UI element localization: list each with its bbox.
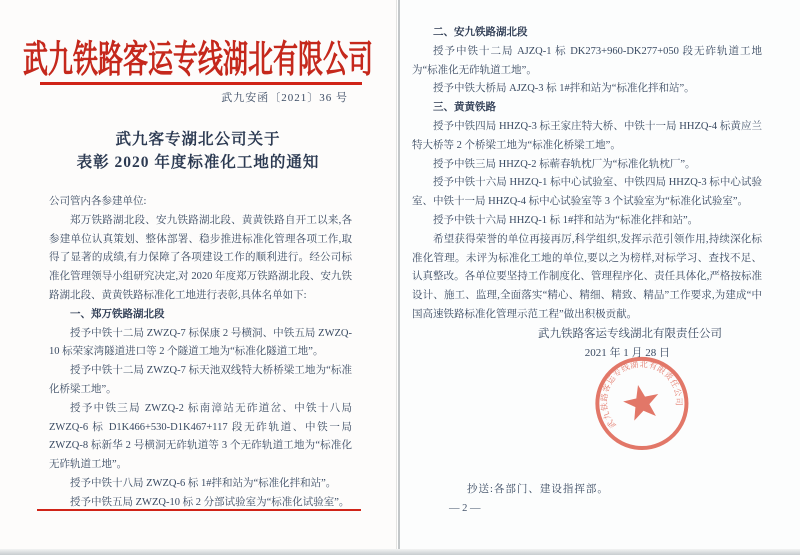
section1-heading: 一、郑万铁路湖北段 <box>70 308 165 320</box>
award-paragraph: 授予中铁三局 HHZQ-2 标蕲春轨枕厂为“标准化轨枕厂”。 <box>433 158 696 170</box>
page2-body <box>412 24 762 362</box>
award-paragraph: 授予中铁三局 ZWZQ-2 标南漳站无砟道岔、中铁十八局 ZWZQ-6 标 D1K466+530-D1K467+117 段无砟轨道、中铁一局 ZWZQ-8 标新华 2 号横洞无砟轨道等 3 个无砟轨道工地为“标准化无砟轨道工地”。 <box>49 402 352 471</box>
scanner-bottom-edge <box>0 549 800 555</box>
document-page-2 <box>400 0 800 555</box>
closing-paragraph: 希望获得荣誉的单位再接再厉,科学组织,发挥示范引领作用,持续深化标准化管理。未评为标准化工地的单位,要以之为榜样,对标学习、查找不足、认真整改。各单位要坚持工作制度化、管理程序化、责任具体化,严格按标准设计、施工、监理,全面落实“精心、精细、精致、精品”工作要求,为建成“中国高速铁路标准化管理示范工程”做出积极贡献。 <box>412 233 762 320</box>
seal-ring-text: 武九铁路客运专线湖北有限责任公司 <box>599 359 684 430</box>
signature-company: 武九铁路客运专线湖北有限责任公司 <box>538 327 722 340</box>
document-page-1 <box>0 0 396 555</box>
page1-body <box>49 193 352 513</box>
page-number: — 2 — <box>449 503 481 514</box>
section2-heading: 二、安九铁路湖北段 <box>433 27 528 38</box>
award-paragraph: 授予中铁大桥局 AJZQ-3 标 1#拌和站为“标准化拌和站”。 <box>433 83 695 95</box>
page-gutter-line <box>396 0 397 555</box>
document-number: 武九安函〔2021〕36 号 <box>221 92 348 104</box>
masthead-red-rule <box>40 82 362 85</box>
award-paragraph: 授予中铁十六局 HHZQ-1 标中心试验室、中铁四局 HHZQ-3 标中心试验室、中铁十一局 HHZQ-4 标中心试验室等 3 个试验室为“标准化试验室”。 <box>412 177 762 208</box>
signature-date: 2021 年 1 月 28 日 <box>584 346 670 359</box>
award-paragraph: 授予中铁五局 ZWZQ-10 标 2 分部试验室为“标准化试验室”。 <box>70 496 350 508</box>
page1-footer-red-rule <box>37 509 361 511</box>
salutation: 公司管内各参建单位: <box>49 196 147 207</box>
award-paragraph: 授予中铁四局 HHZQ-3 标王家庄特大桥、中铁十一局 HHZQ-4 标黄应兰特大桥等 2 个桥梁工地为“标准化桥梁工地”。 <box>412 120 762 151</box>
section3-heading: 三、黄黄铁路 <box>433 102 496 114</box>
award-paragraph: 授予中铁十六局 HHZQ-1 标 1#拌和站为“标准化拌和站”。 <box>433 214 699 226</box>
page-gutter-shadow <box>398 0 400 555</box>
official-red-seal-icon <box>583 343 700 460</box>
notice-title-line1: 武九客专湖北公司关于 <box>115 131 281 148</box>
award-paragraph: 授予中铁十二局 AJZQ-1 标 DK273+960-DK277+050 段无砟轨道工地为“标准化无砟轨道工地”。 <box>412 45 762 76</box>
seal-star-icon <box>620 381 662 422</box>
intro-paragraph: 郑万铁路湖北段、安九铁路湖北段、黄黄铁路自开工以来,各参建单位认真策划、整体部署、稳步推进标准化管理各项工作,取得了显著的成绩,有力保障了各项建设工作的顺利进行。经公司标准化管理领导小组研究决定,对 2020 年度郑万铁路湖北段、安九铁路湖北段、黄黄铁路标准化工地进行表彰,具体名单如下: <box>49 214 352 301</box>
masthead-company-title: 武九铁路客运专线湖北有限公司 <box>22 40 373 81</box>
notice-title <box>0 128 396 174</box>
award-paragraph: 授予中铁十二局 ZWZQ-7 标保康 2 号横洞、中铁五局 ZWZQ-10 标荣家湾隧道进口等 2 个隧道工地为“标准化隧道工地”。 <box>49 327 352 358</box>
cc-recipients-line: 抄送:各部门、建设指挥部。 <box>467 484 609 495</box>
award-paragraph: 授予中铁十二局 ZWZQ-7 标天池双线特大桥桥梁工地为“标准化桥梁工地”。 <box>49 365 352 395</box>
award-paragraph: 授予中铁十八局 ZWZQ-6 标 1#拌和站为“标准化拌和站”。 <box>70 477 337 489</box>
notice-title-line2: 表彰 2020 年度标准化工地的通知 <box>76 154 320 171</box>
